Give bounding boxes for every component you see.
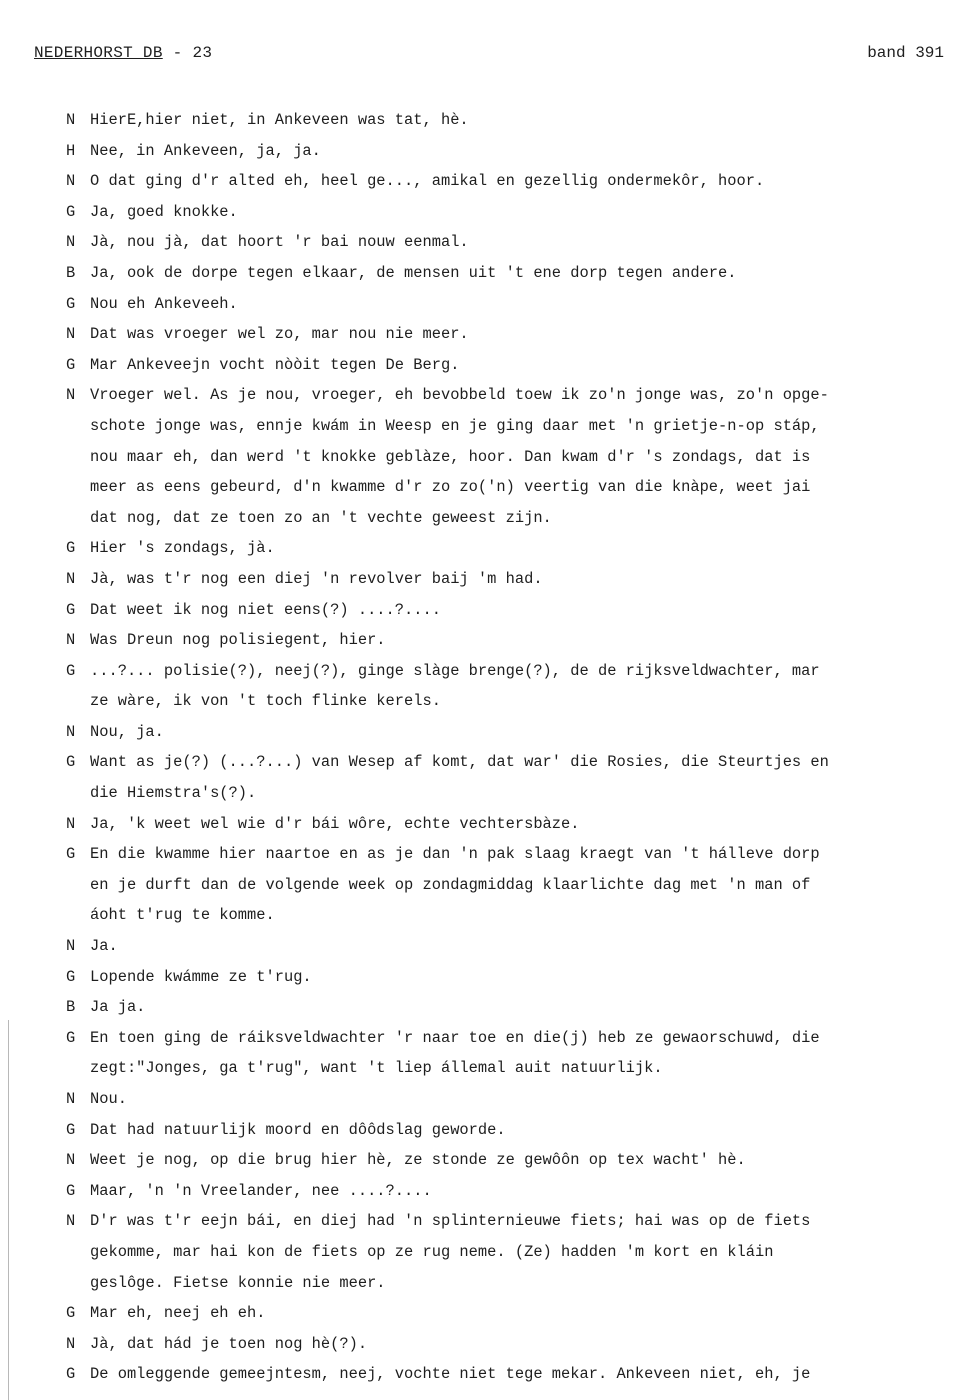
transcript-line-continuation (66, 778, 946, 809)
line-text: dat nog, dat ze toen zo an 't vechte geweest zijn. (90, 508, 552, 527)
line-text: Hier 's zondags, jà. (90, 539, 275, 558)
speaker-code: N (66, 569, 76, 588)
line-text: Ja ja. (90, 998, 146, 1017)
line-text: Mar Ankeveejn vocht nòòit tegen De Berg. (90, 355, 460, 374)
transcript-line (66, 1329, 946, 1360)
transcript-line-continuation (66, 442, 946, 473)
line-text: O dat ging d'r alted eh, heel ge..., amikal en gezellig ondermekôr, hoor. (90, 172, 765, 191)
transcript-line (66, 350, 946, 381)
transcript-line (66, 747, 946, 778)
line-text: meer as eens gebeurd, d'n kwamme d'r zo zo('n) veertig van die knàpe, weet jai (90, 478, 811, 497)
transcript-line (66, 1023, 946, 1054)
speaker-code: N (66, 172, 76, 191)
line-text: Want as je(?) (...?...) van Wesep af komt, dat war' die Rosies, die Steurtjes en (90, 753, 829, 772)
transcript-line (66, 258, 946, 289)
speaker-code: B (66, 263, 76, 282)
transcript-body (66, 105, 946, 1390)
speaker-code: G (66, 600, 76, 619)
transcript-line (66, 1145, 946, 1176)
transcript-line (66, 625, 946, 656)
line-text: De omleggende gemeejntesm, neej, vochte niet tege mekar. Ankeveen niet, eh, je (90, 1365, 811, 1384)
line-text: Lopende kwámme ze t'rug. (90, 967, 312, 986)
speaker-code: B (66, 998, 76, 1017)
speaker-code: G (66, 1365, 76, 1384)
transcript-line (66, 717, 946, 748)
transcript-line (66, 839, 946, 870)
speaker-code: N (66, 1334, 76, 1353)
transcript-line (66, 197, 946, 228)
document-title-underlined: NEDERHORST DB (34, 44, 163, 62)
transcript-line (66, 564, 946, 595)
transcript-line-continuation (66, 870, 946, 901)
line-text: Mar eh, neej eh eh. (90, 1304, 266, 1323)
line-text: Ja, goed knokke. (90, 202, 238, 221)
speaker-code: N (66, 1212, 76, 1231)
transcript-line-continuation (66, 1268, 946, 1299)
transcript-line (66, 289, 946, 320)
speaker-code: G (66, 967, 76, 986)
transcript-line (66, 105, 946, 136)
speaker-code: N (66, 1151, 76, 1170)
speaker-code: N (66, 233, 76, 252)
line-text: D'r was t'r eejn bái, en diej had 'n splinternieuwe fiets; hai was op de fiets (90, 1212, 811, 1231)
transcript-line-continuation (66, 503, 946, 534)
speaker-code: G (66, 202, 76, 221)
line-text: en je durft dan de volgende week op zondagmiddag klaarlichte dag met 'n man of (90, 875, 811, 894)
line-text: Ja, 'k weet wel wie d'r bái wôre, echte vechtersbàze. (90, 814, 580, 833)
speaker-code: G (66, 539, 76, 558)
line-text: Jà, dat hád je toen nog hè(?). (90, 1334, 368, 1353)
line-text: Nou. (90, 1090, 127, 1108)
speaker-code: N (66, 631, 76, 650)
transcript-line (66, 1298, 946, 1329)
line-text: Vroeger wel. As je nou, vroeger, eh bevobbeld toew ik zo'n jonge was, zo'n opge- (90, 386, 829, 405)
line-text: Dat was vroeger wel zo, mar nou nie meer. (90, 325, 469, 344)
document-title-page: - 23 (162, 44, 213, 62)
transcript-line (66, 319, 946, 350)
line-text: Dat had natuurlijk moord en dôôdslag geworde. (90, 1120, 506, 1139)
line-text: Ja, ook de dorpe tegen elkaar, de mensen uit 't ene dorp tegen andere. (90, 263, 737, 282)
transcript-line-continuation (66, 900, 946, 931)
transcript-line (66, 227, 946, 258)
transcript-line (66, 992, 946, 1023)
margin-mark (8, 1020, 9, 1400)
speaker-code: H (66, 141, 76, 160)
transcript-line (66, 1115, 946, 1146)
line-text: Ja. (90, 937, 118, 956)
speaker-code: G (66, 294, 76, 313)
line-text: HierE,hier niet, in Ankeveen was tat, hè. (90, 111, 469, 129)
line-text: Maar, 'n 'n Vreelander, nee ....?.... (90, 1181, 432, 1200)
line-text: schote jonge was, ennje kwám in Weesp en je ging daar met 'n grietje-n-op stáp, (90, 416, 820, 435)
speaker-code: N (66, 937, 76, 956)
transcript-line-continuation (66, 1053, 946, 1084)
line-text: ze wàre, ik von 't toch flinke kerels. (90, 692, 441, 711)
transcript-line (66, 1084, 946, 1115)
line-text: die Hiemstra's(?). (90, 784, 257, 803)
line-text: áoht t'rug te komme. (90, 906, 275, 925)
speaker-code: N (66, 814, 76, 833)
speaker-code: G (66, 1120, 76, 1139)
transcript-line (66, 656, 946, 687)
document-title (34, 44, 212, 62)
line-text: Dat weet ik nog niet eens(?) ....?.... (90, 600, 441, 619)
speaker-code: G (66, 1304, 76, 1323)
transcript-line-continuation (66, 411, 946, 442)
speaker-code: N (66, 111, 76, 129)
line-text: nou maar eh, dan werd 't knokke geblàze, hoor. Dan kwam d'r 's zondags, dat is (90, 447, 811, 466)
line-text: Jà, was t'r nog een diej 'n revolver baij 'm had. (90, 569, 543, 588)
transcript-line (66, 809, 946, 840)
line-text: Nou, ja. (90, 722, 164, 741)
transcript-line-continuation (66, 686, 946, 717)
line-text: Was Dreun nog polisiegent, hier. (90, 631, 386, 650)
speaker-code: N (66, 1090, 76, 1108)
transcript-line (66, 595, 946, 626)
line-text: Jà, nou jà, dat hoort 'r bai nouw eenmal. (90, 233, 469, 252)
line-text: geslôge. Fietse konnie nie meer. (90, 1273, 386, 1292)
transcript-line (66, 380, 946, 411)
line-text: zegt:"Jonges, ga t'rug", want 't liep állemal auit natuurlijk. (90, 1059, 663, 1078)
speaker-code: G (66, 753, 76, 772)
line-text: Weet je nog, op die brug hier hè, ze stonde ze gewôôn op tex wacht' hè. (90, 1151, 746, 1170)
line-text: Nee, in Ankeveen, ja, ja. (90, 141, 321, 160)
speaker-code: G (66, 1181, 76, 1200)
transcript-line (66, 1206, 946, 1237)
line-text: gekomme, mar hai kon de fiets op ze rug neme. (Ze) hadden 'm kort en kláin (90, 1242, 774, 1261)
band-number: band 391 (867, 44, 944, 62)
transcript-line-continuation (66, 1237, 946, 1268)
speaker-code: G (66, 661, 76, 680)
transcript-line (66, 931, 946, 962)
speaker-code: N (66, 386, 76, 405)
transcript-line (66, 166, 946, 197)
transcript-line-continuation (66, 472, 946, 503)
line-text: ...?... polisie(?), neej(?), ginge slàge brenge(?), de de rijksveldwachter, mar (90, 661, 820, 680)
speaker-code: G (66, 1028, 76, 1047)
speaker-code: N (66, 325, 76, 344)
line-text: En toen ging de ráiksveldwachter 'r naar toe en die(j) heb ze gewaorschuwd, die (90, 1028, 820, 1047)
speaker-code: G (66, 845, 76, 864)
speaker-code: G (66, 355, 76, 374)
transcript-line (66, 962, 946, 993)
speaker-code: N (66, 722, 76, 741)
transcript-line (66, 1176, 946, 1207)
transcript-line (66, 533, 946, 564)
transcript-line (66, 136, 946, 167)
transcript-line (66, 1359, 946, 1390)
line-text: Nou eh Ankeveeh. (90, 294, 238, 313)
line-text: En die kwamme hier naartoe en as je dan 'n pak slaag kraegt van 't hálleve dorp (90, 845, 820, 864)
